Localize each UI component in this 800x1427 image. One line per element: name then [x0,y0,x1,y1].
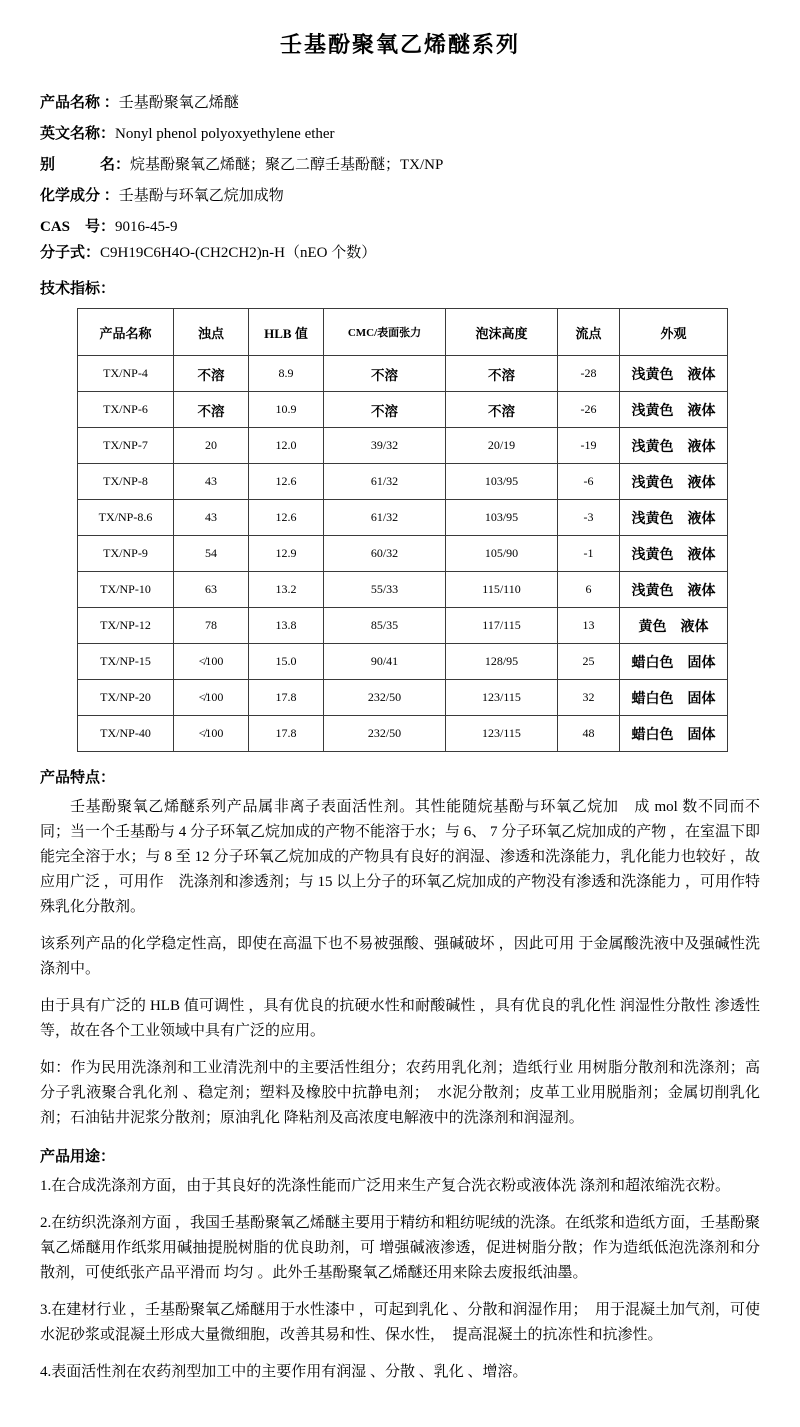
table-cell: TX/NP-8 [78,464,174,500]
table-cell: -6 [558,464,620,500]
table-header-row [78,309,728,356]
table-cell: 43 [174,464,249,500]
table-cell: 48 [558,716,620,752]
spec-table-heading: 技术指标： [40,281,116,297]
table-cell: 不溶 [174,392,249,428]
info-value: Nonyl phenol polyoxyethylene ether [115,126,335,142]
table-cell: 13.2 [249,572,324,608]
table-cell: TX/NP-7 [78,428,174,464]
table-cell: TX/NP-12 [78,608,174,644]
table-cell: 浅黄色 液体 [620,500,728,536]
info-label: CAS 号： [40,219,116,235]
table-cell: 17.8 [249,680,324,716]
table-cell: 不溶 [446,392,558,428]
table-cell: -28 [558,356,620,392]
table-row [78,356,728,392]
info-row-english-name [40,124,760,144]
table-cell: 61/32 [324,500,446,536]
table-cell: 60/32 [324,536,446,572]
table-cell: 浅黄色 液体 [620,464,728,500]
info-label: 别 名： [40,157,131,173]
table-cell: 43 [174,500,249,536]
info-label: 英文名称： [40,126,116,142]
table-cell: 蜡白色 固体 [620,716,728,752]
table-cell: 10.9 [249,392,324,428]
table-cell: 黄色 液体 [620,608,728,644]
features-paragraph: 该系列产品的化学稳定性高，即使在高温下也不易被强酸、强碱破坏 ，因此可用 于金属酸洗液中及强碱性洗涤剂中。 [40,936,760,977]
table-cell: 123/115 [446,716,558,752]
table-cell: 13.8 [249,608,324,644]
info-value: 壬基酚与环氧乙烷加成物 [118,188,284,204]
uses-item: 1.在合成洗涤剂方面，由于其良好的洗涤性能而广泛用来生产复合洗衣粉或液体洗 涤剂和超浓缩洗衣粉。 [40,1178,731,1194]
table-row [78,680,728,716]
table-cell: 123/115 [446,680,558,716]
uses-heading: 产品用途： [40,1149,116,1165]
table-cell: 85/35 [324,608,446,644]
table-cell: -26 [558,392,620,428]
table-row [78,392,728,428]
table-cell: 8.9 [249,356,324,392]
table-cell: ≮100 [174,644,249,680]
table-cell: 浅黄色 液体 [620,536,728,572]
table-cell: 15.0 [249,644,324,680]
table-cell: 20/19 [446,428,558,464]
table-row [78,572,728,608]
table-cell: 78 [174,608,249,644]
table-cell: 55/33 [324,572,446,608]
table-row [78,716,728,752]
uses-item: 3.在建材行业 ，壬基酚聚氧乙烯醚用于水性漆中 ，可起到乳化 、分散和润湿作用； 用于混凝土加气剂，可使水泥砂浆或混凝土形成大量微细胞，改善其易和性、保水性， 提高混凝土的抗冻性和抗渗性。 [40,1302,761,1343]
table-cell: 232/50 [324,680,446,716]
table-cell: 蜡白色 固体 [620,644,728,680]
table-cell: 浅黄色 液体 [620,428,728,464]
table-cell: 12.0 [249,428,324,464]
table-cell: 232/50 [324,716,446,752]
spec-table [77,308,728,752]
col-header-cloud-point: 浊点 [174,309,249,356]
table-cell: 117/115 [446,608,558,644]
table-cell: 25 [558,644,620,680]
table-cell: 32 [558,680,620,716]
features-paragraph: 由于具有广泛的 HLB 值可调性 ，具有优良的抗硬水性和耐酸碱性 ，具有优良的乳化性 润湿性分散性 渗透性等，故在各个工业领域中具有广泛的应用。 [40,998,760,1039]
info-value: 壬基酚聚氧乙烯醚 [118,95,239,111]
table-cell: 54 [174,536,249,572]
table-row [78,536,728,572]
info-row-cas-number [40,217,760,237]
table-cell: 90/41 [324,644,446,680]
table-cell: 不溶 [446,356,558,392]
table-cell: ≮100 [174,716,249,752]
table-cell: 105/90 [446,536,558,572]
info-value: C9H19C6H4O-(CH2CH2)n-H（nEO 个数） [100,245,377,261]
col-header-foam-height: 泡沫高度 [446,309,558,356]
table-cell: 6 [558,572,620,608]
info-value: 烷基酚聚氧乙烯醚；聚乙二醇壬基酚醚；TX/NP [130,157,444,173]
table-cell: TX/NP-20 [78,680,174,716]
table-cell: TX/NP-8.6 [78,500,174,536]
table-cell: 不溶 [324,392,446,428]
info-row-chemical-composition [40,186,760,206]
table-cell: 浅黄色 液体 [620,356,728,392]
info-row-molecular-formula [40,243,760,263]
table-cell: TX/NP-6 [78,392,174,428]
table-cell: 103/95 [446,500,558,536]
table-cell: TX/NP-9 [78,536,174,572]
table-cell: TX/NP-10 [78,572,174,608]
table-cell: 蜡白色 固体 [620,680,728,716]
table-cell: 103/95 [446,464,558,500]
table-row [78,428,728,464]
page-title: 壬基酚聚氧乙烯醚系列 [279,32,520,57]
uses-item: 4.表面活性剂在农药剂型加工中的主要作用有润湿 、分散 、乳化 、增溶。 [40,1364,528,1380]
table-cell: 61/32 [324,464,446,500]
table-cell: 63 [174,572,249,608]
table-cell: 浅黄色 液体 [620,392,728,428]
table-row [78,608,728,644]
table-cell: -3 [558,500,620,536]
info-value: 9016-45-9 [115,219,178,235]
table-cell: 115/110 [446,572,558,608]
table-cell: ≮100 [174,680,249,716]
table-cell: 浅黄色 液体 [620,572,728,608]
table-cell: -1 [558,536,620,572]
table-cell: -19 [558,428,620,464]
info-label: 分子式： [40,245,101,261]
col-header-product-name: 产品名称 [78,309,174,356]
info-label: 产品名称 ： [40,95,119,111]
features-paragraph: 壬基酚聚氧乙烯醚系列产品属非离子表面活性剂。其性能随烷基酚与环氧乙烷加 成 mol 数不同而不同；当一个壬基酚与 4 分子环氧乙烷加成的产物不能溶于水；与 6、 7 分子环氧乙烷加成的产物 ，在室温下即能完全溶于水；与 8 至 12 分子环氧乙烷加成的产物具有良好的润湿、渗透和洗涤能力，乳化能力也较好 ，故应用广泛 ，可用作 洗涤剂和渗透剂；与 15 以上分子的环氧乙烷加成的产物没有渗透和洗涤能力 ，可用作特殊乳化分散剂。 [40,799,761,915]
col-header-cmc-surface-tension: CMC/表面张力 [324,309,446,356]
table-cell: 13 [558,608,620,644]
uses-item: 2.在纺织洗涤剂方面 ，我国壬基酚聚氧乙烯醚主要用于精纺和粗纺呢绒的洗涤。在纸浆和造纸方面，壬基酚聚氧乙烯醚用作纸浆用碱抽提脱树脂的优良助剂，可 增强碱液渗透，促进树脂分散；作为造纸低泡洗涤剂和分散剂，可使纸张产品平滑而 均匀 。此外壬基酚聚氧乙烯醚还用来除去废报纸油墨。 [40,1215,761,1281]
table-cell: TX/NP-15 [78,644,174,680]
info-row-product-name [40,93,760,113]
product-info-section [40,93,760,263]
table-cell: 128/95 [446,644,558,680]
table-row [78,464,728,500]
table-cell: 12.6 [249,500,324,536]
table-cell: TX/NP-4 [78,356,174,392]
table-row [78,500,728,536]
table-row [78,644,728,680]
table-cell: 39/32 [324,428,446,464]
features-heading: 产品特点： [40,770,116,786]
col-header-pour-point: 流点 [558,309,620,356]
table-cell: 20 [174,428,249,464]
table-cell: 12.9 [249,536,324,572]
table-cell: 不溶 [174,356,249,392]
col-header-appearance: 外观 [620,309,728,356]
table-cell: 17.8 [249,716,324,752]
features-paragraph: 如：作为民用洗涤剂和工业清洗剂中的主要活性组分；农药用乳化剂；造纸行业 用树脂分散剂和洗涤剂；高分子乳液聚合乳化剂 、稳定剂；塑料及橡胶中抗静电剂； 水泥分散剂；皮革工业用脱脂剂；金属切削乳化剂；石油钻井泥浆分散剂；原油乳化 降粘剂及高浓度电解液中的洗涤剂和润湿剂。 [40,1060,760,1126]
info-label: 化学成分 ： [40,188,119,204]
col-header-hlb: HLB 值 [249,309,324,356]
table-cell: 不溶 [324,356,446,392]
table-cell: TX/NP-40 [78,716,174,752]
table-cell: 12.6 [249,464,324,500]
info-row-alias [40,155,760,175]
